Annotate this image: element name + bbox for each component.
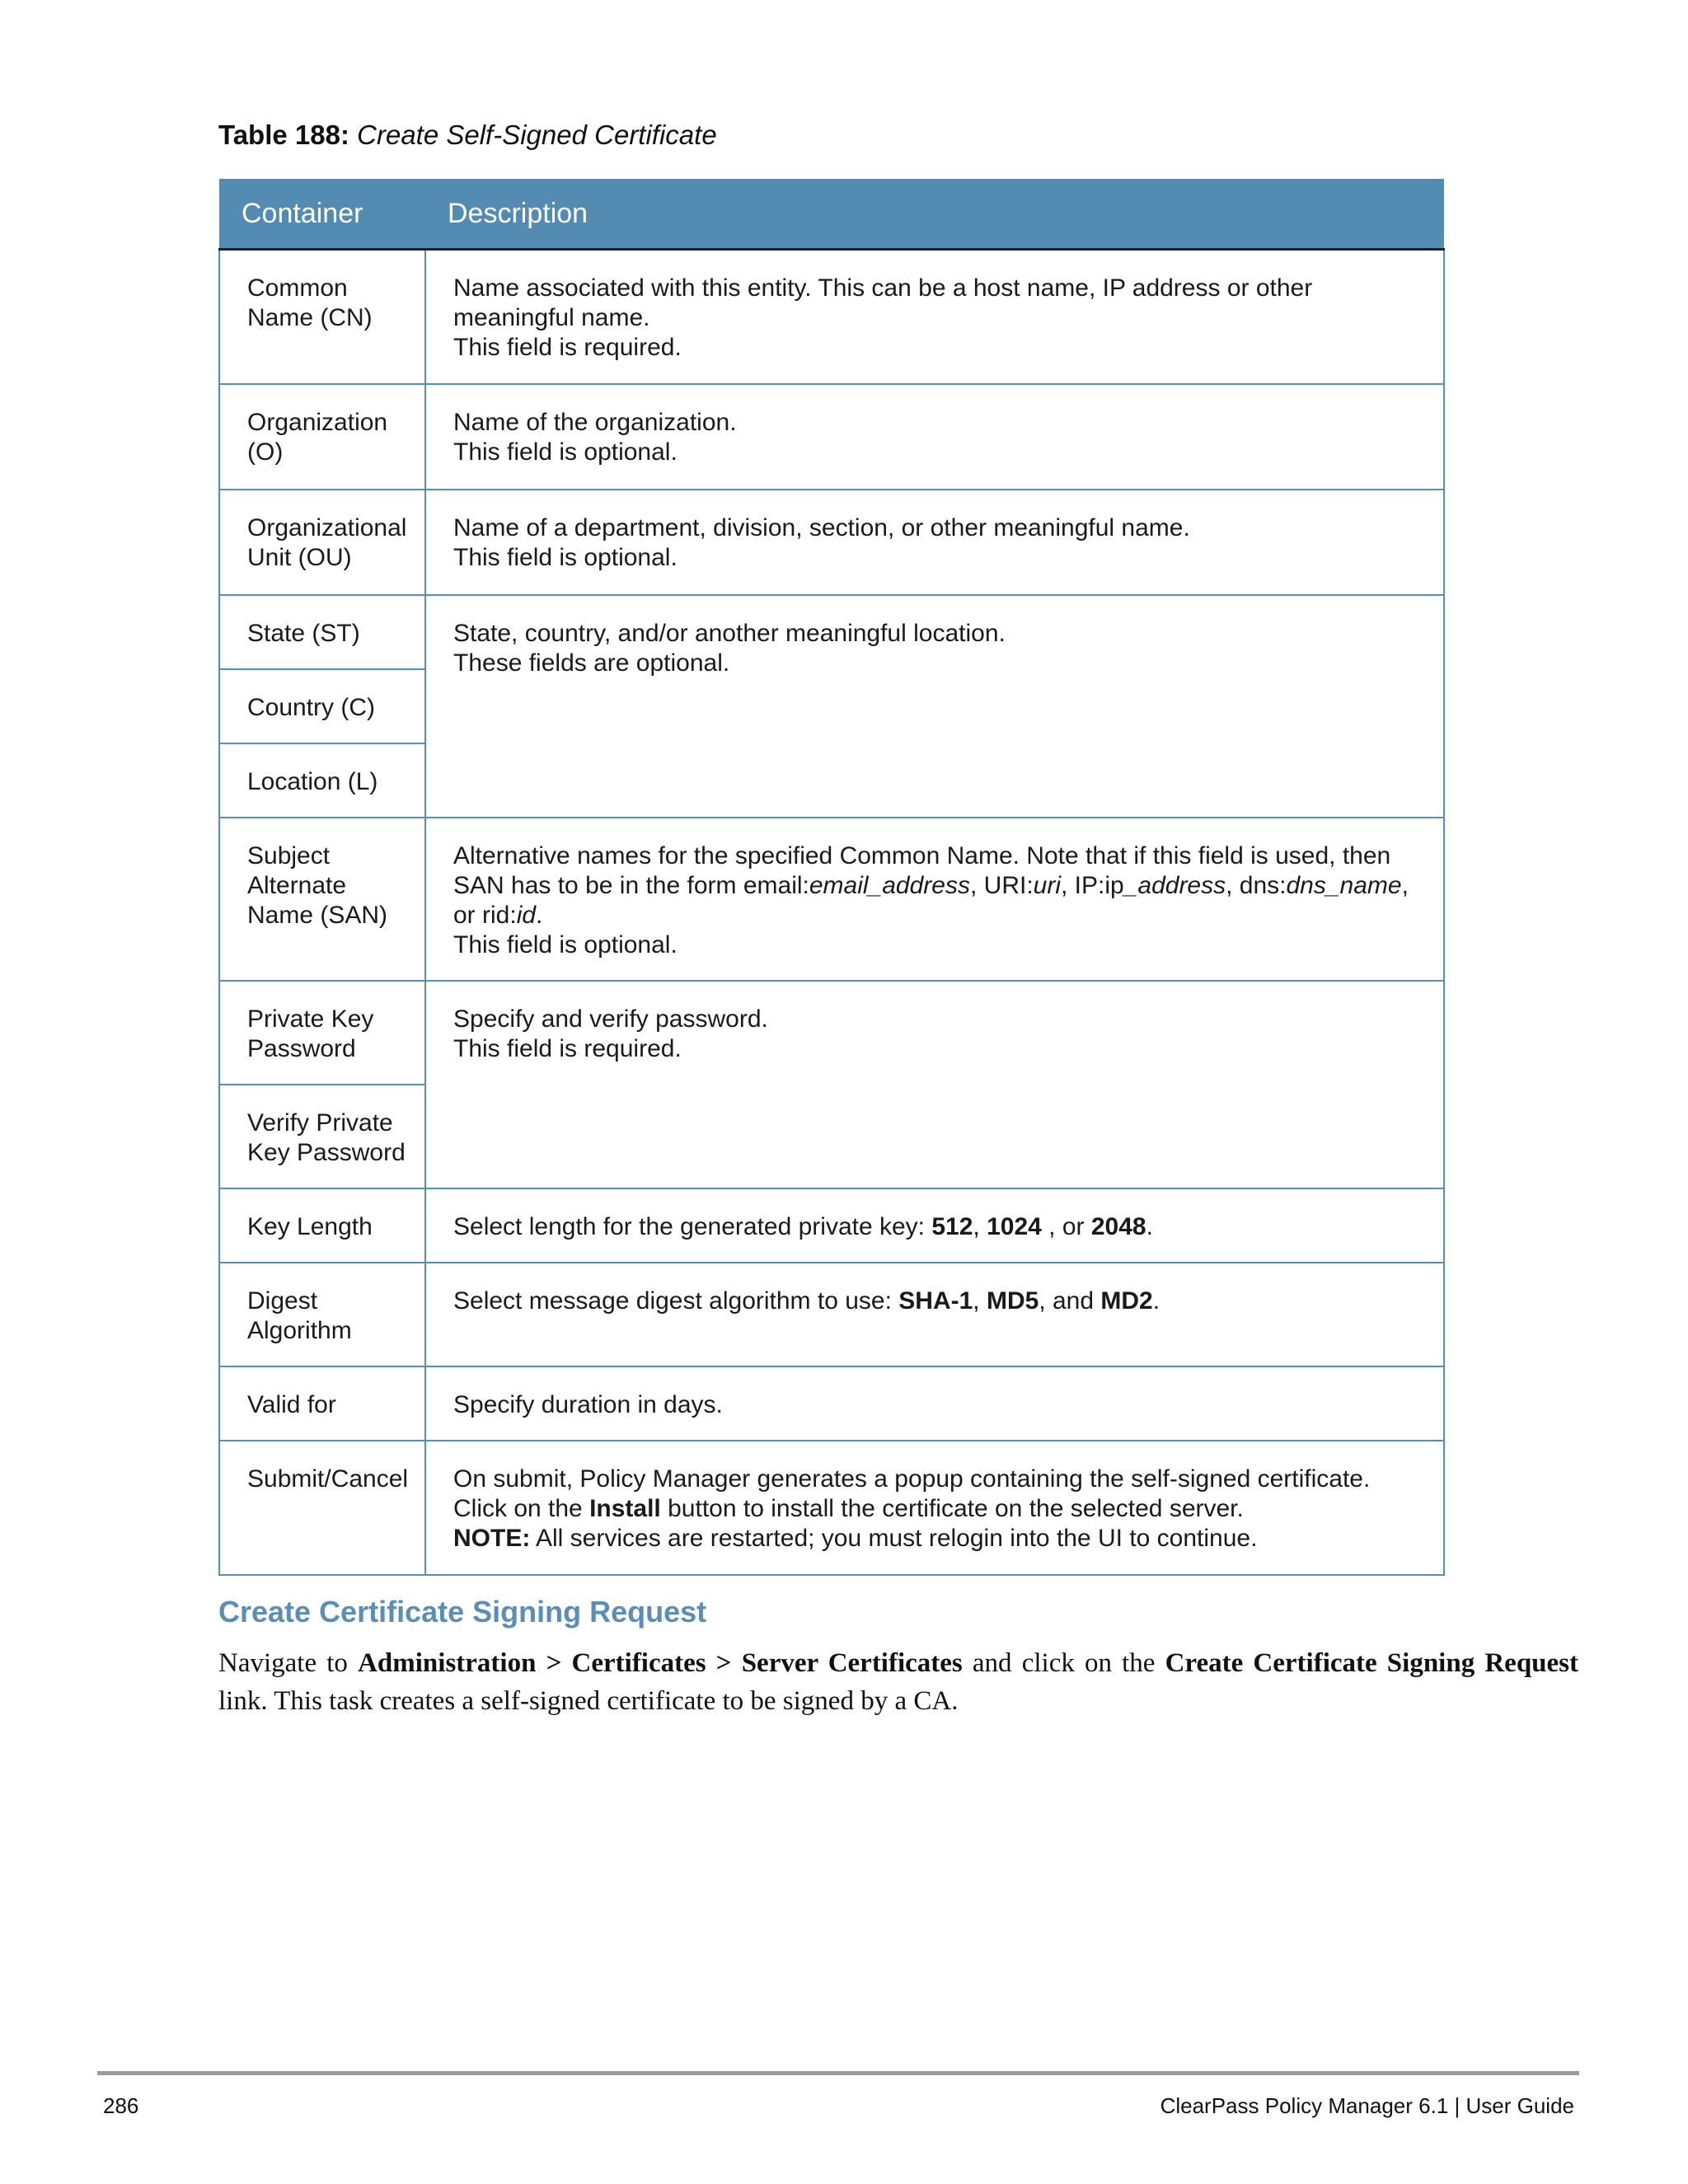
container-cell xyxy=(219,384,425,490)
text-run: MD2 xyxy=(1100,1286,1153,1315)
table-row xyxy=(219,250,1444,384)
menu-path: Administration > Certificates > Server Certificates xyxy=(358,1648,963,1678)
text-run: Navigate to xyxy=(218,1648,359,1678)
container-text: Alternate xyxy=(247,871,347,899)
text-run: 512 xyxy=(931,1212,973,1240)
text-run: . xyxy=(536,901,543,929)
description-text: meaningful name. xyxy=(453,304,650,331)
text-run: 1024 xyxy=(987,1212,1042,1240)
container-cell xyxy=(219,1188,425,1263)
container-text: Subject xyxy=(247,841,331,869)
description-text: State, country, and/or another meaningful location. xyxy=(453,619,1006,647)
container-text: Submit/Cancel xyxy=(247,1465,409,1493)
section-paragraph xyxy=(218,1644,1578,1720)
description-cell xyxy=(425,595,1444,818)
description-text xyxy=(453,871,1428,901)
description-cell xyxy=(425,981,1444,1188)
container-cell xyxy=(219,669,425,743)
description-text: Specify and verify password. xyxy=(453,1005,768,1033)
container-text: Common xyxy=(247,274,348,302)
container-text: State (ST) xyxy=(247,619,360,647)
description-cell xyxy=(425,250,1444,384)
table-row xyxy=(219,1441,1444,1575)
container-cell xyxy=(219,1085,425,1188)
container-text: Country (C) xyxy=(247,693,376,721)
description-text: This field is optional. xyxy=(453,930,678,958)
text-run: 2048 xyxy=(1090,1212,1146,1240)
text-run: All services are restarted; you must relogin into the UI to continue. xyxy=(530,1524,1258,1552)
container-text: Organization xyxy=(247,408,388,436)
section-heading: Create Certificate Signing Request xyxy=(218,1595,707,1629)
text-run: SAN has to be in the form email: xyxy=(453,871,809,899)
container-text: Unit (OU) xyxy=(247,543,352,571)
text-run: _address xyxy=(1123,871,1226,899)
certificate-fields-table xyxy=(218,179,1445,1576)
description-cell xyxy=(425,818,1444,981)
container-cell xyxy=(219,1441,425,1575)
description-text xyxy=(453,1286,1428,1316)
container-cell xyxy=(219,1366,425,1441)
description-text xyxy=(453,1494,1428,1524)
container-text: (O) xyxy=(247,438,284,466)
text-run: , and xyxy=(1039,1286,1101,1315)
description-text: Name associated with this entity. This can be a host name, IP address or other xyxy=(453,274,1313,302)
description-cell xyxy=(425,384,1444,490)
container-cell xyxy=(219,595,425,669)
text-run: . xyxy=(1146,1212,1153,1240)
description-text xyxy=(453,1212,1428,1242)
container-text: Name (SAN) xyxy=(247,901,388,929)
container-text: Key Length xyxy=(247,1212,373,1240)
container-text: Organizational xyxy=(247,513,407,541)
container-cell xyxy=(219,818,425,981)
container-text: Algorithm xyxy=(247,1316,352,1344)
table-caption xyxy=(218,120,717,151)
text-run: Click on the xyxy=(453,1494,590,1522)
description-text: On submit, Policy Manager generates a popup containing the self-signed certificate. xyxy=(453,1465,1371,1493)
description-text: These fields are optional. xyxy=(453,649,730,677)
description-text: Alternative names for the specified Common Name. Note that if this field is used, then xyxy=(453,841,1391,869)
text-run: id xyxy=(516,901,537,929)
header-description: Description xyxy=(425,179,1444,250)
description-text: This field is optional. xyxy=(453,543,678,571)
table-caption-label: Table 188: xyxy=(218,120,349,150)
header-container: Container xyxy=(219,179,425,250)
description-text xyxy=(453,901,1428,930)
text-run: Install xyxy=(589,1494,661,1522)
text-run: dns_name xyxy=(1286,871,1402,899)
description-cell xyxy=(425,1441,1444,1575)
text-run: Select length for the generated private key: xyxy=(453,1212,932,1240)
table-row xyxy=(219,490,1444,595)
description-text: This field is optional. xyxy=(453,438,678,466)
description-text: This field is required. xyxy=(453,334,682,361)
container-cell xyxy=(219,1263,425,1366)
table-header-row xyxy=(219,179,1444,250)
container-cell xyxy=(219,743,425,818)
text-run: and click on the xyxy=(962,1648,1165,1678)
description-text: This field is required. xyxy=(453,1034,682,1062)
footer-doc-title: ClearPass Policy Manager 6.1 | User Guide xyxy=(1160,2093,1574,2118)
table-caption-title: Create Self-Signed Certificate xyxy=(357,120,717,150)
page-number: 286 xyxy=(103,2093,139,2118)
text-run: MD5 xyxy=(986,1286,1039,1315)
table-row xyxy=(219,1366,1444,1441)
text-run: email_address xyxy=(809,871,970,899)
container-cell xyxy=(219,250,425,384)
text-run: NOTE: xyxy=(453,1524,531,1552)
description-cell xyxy=(425,1263,1444,1366)
container-text: Valid for xyxy=(247,1390,336,1418)
text-run: , IP:ip xyxy=(1061,871,1124,899)
text-run: , or xyxy=(1041,1212,1091,1240)
text-run: , dns: xyxy=(1226,871,1287,899)
description-cell xyxy=(425,490,1444,595)
description-text: Specify duration in days. xyxy=(453,1390,723,1418)
text-run: , URI: xyxy=(969,871,1034,899)
container-text: Verify Private xyxy=(247,1108,393,1137)
description-cell xyxy=(425,1188,1444,1263)
container-cell xyxy=(219,490,425,595)
text-run: or rid: xyxy=(453,901,517,929)
table-row xyxy=(219,818,1444,981)
description-text: Name of a department, division, section, or other meaningful name. xyxy=(453,513,1190,541)
text-run: , xyxy=(973,1286,987,1315)
container-text: Location (L) xyxy=(247,767,378,795)
text-run: uri xyxy=(1033,871,1061,899)
container-text: Digest xyxy=(247,1286,318,1315)
table-row xyxy=(219,595,1444,669)
text-run: SHA-1 xyxy=(898,1286,973,1315)
text-run: link. This task creates a self-signed certificate to be signed by a CA. xyxy=(218,1686,959,1716)
table-row xyxy=(219,1188,1444,1263)
text-run: Select message digest algorithm to use: xyxy=(453,1286,899,1315)
text-run: button to install the certificate on the selected server. xyxy=(660,1494,1244,1522)
description-text xyxy=(453,1524,1428,1554)
table-row xyxy=(219,384,1444,490)
text-run: . xyxy=(1152,1286,1160,1315)
link-name: Create Certificate Signing Request xyxy=(1165,1648,1579,1678)
table-row xyxy=(219,1263,1444,1366)
description-text: Name of the organization. xyxy=(453,408,737,436)
container-text: Private Key xyxy=(247,1005,374,1033)
description-cell xyxy=(425,1366,1444,1441)
text-run: , xyxy=(973,1212,987,1240)
footer-divider xyxy=(97,2071,1579,2075)
text-run: , xyxy=(1401,871,1409,899)
table-row xyxy=(219,981,1444,1085)
container-text: Key Password xyxy=(247,1138,406,1166)
container-text: Name (CN) xyxy=(247,304,373,331)
container-text: Password xyxy=(247,1034,356,1062)
container-cell xyxy=(219,981,425,1085)
